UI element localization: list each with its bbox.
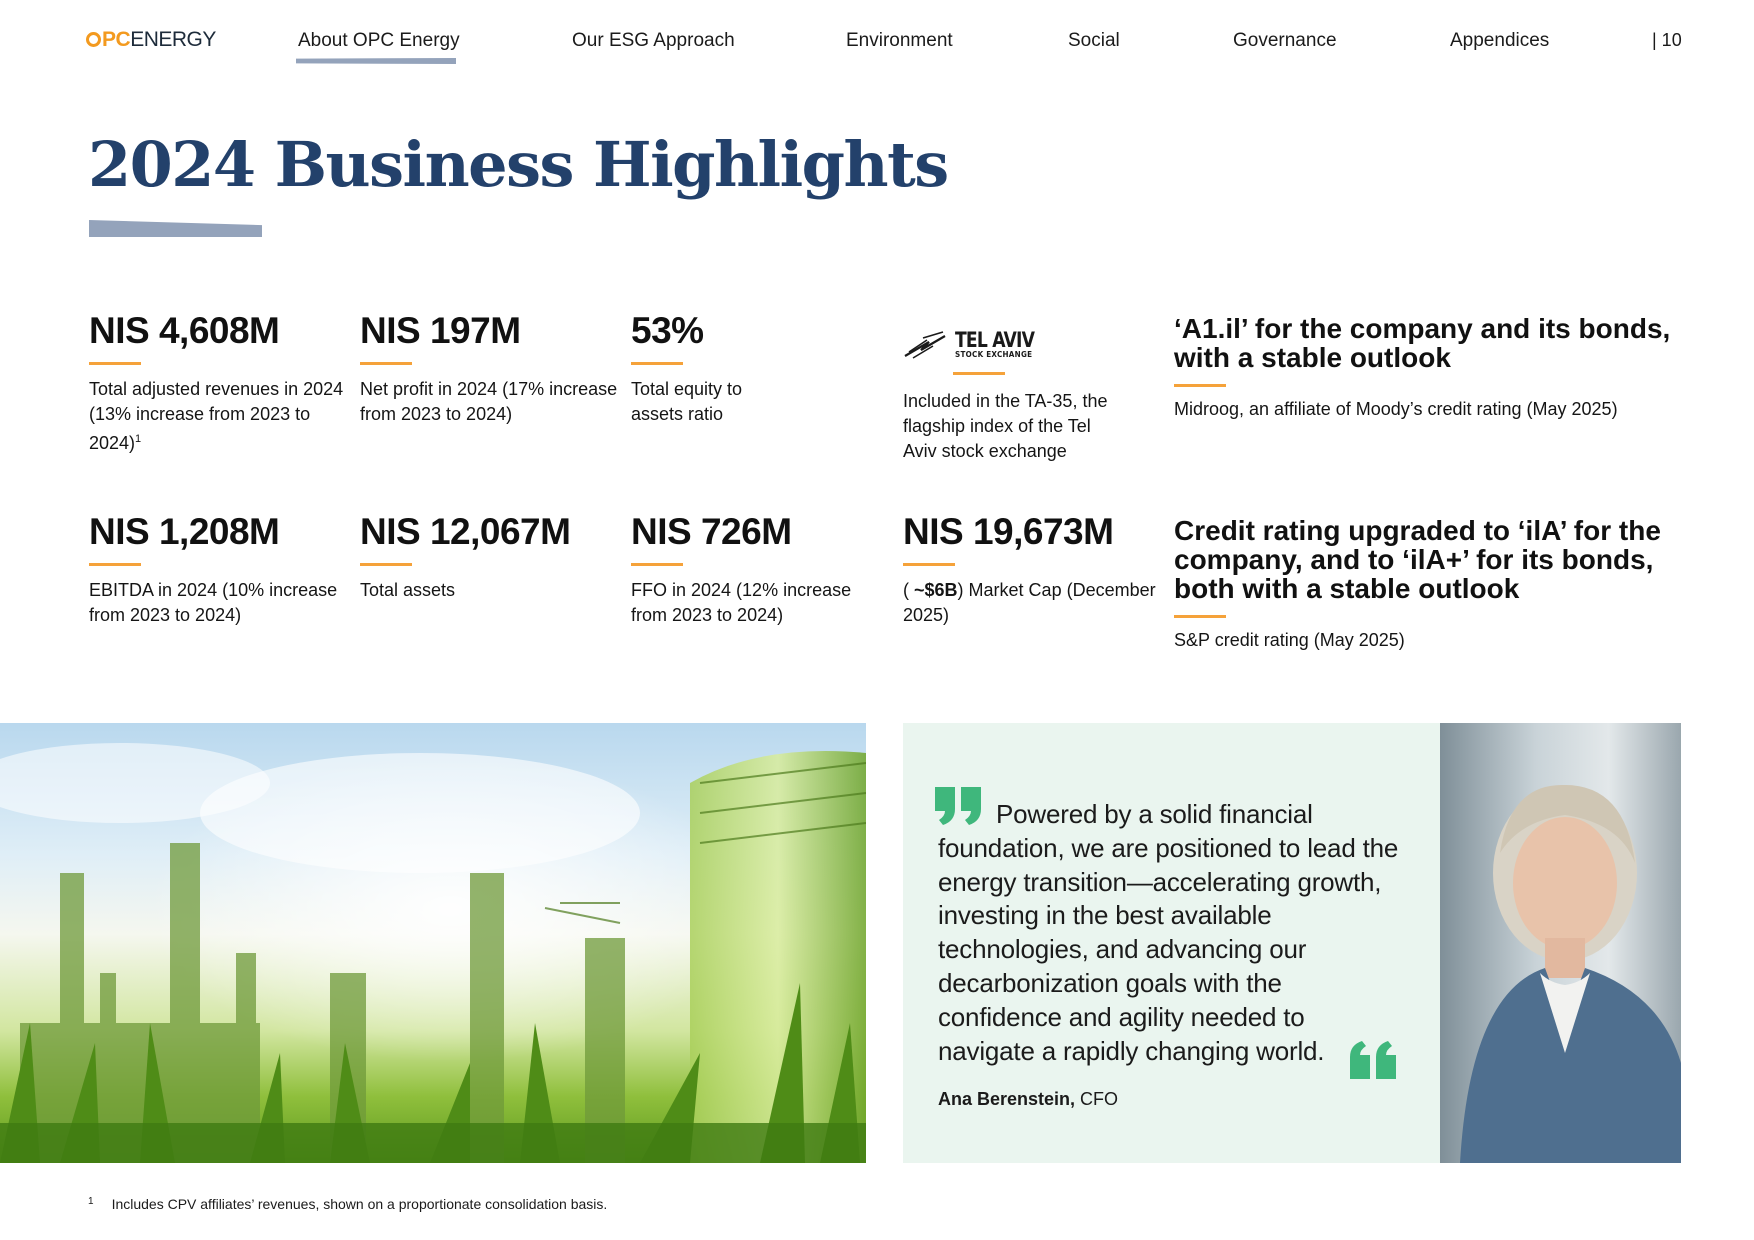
stat-ffo [631, 511, 891, 628]
stat-description: S&P credit rating (May 2025) [1174, 630, 1405, 650]
author-role: CFO [1075, 1089, 1119, 1109]
cfo-portrait-photo [1440, 723, 1681, 1163]
portrait-illustration [1440, 723, 1681, 1163]
tase-logo-line2: STOCK EXCHANGE [955, 349, 1033, 359]
stat-total-assets [360, 511, 620, 603]
accent-rule [631, 563, 683, 566]
nav-environment[interactable]: Environment [846, 30, 953, 51]
cfo-quote-panel [903, 723, 1440, 1163]
author-name: Ana Berenstein, [938, 1089, 1076, 1109]
close-quote-icon [1348, 1039, 1396, 1079]
nav-about-opc-energy[interactable]: About OPC Energy [298, 30, 460, 51]
footnote-ref[interactable]: 1 [135, 433, 142, 445]
stat-description-text: Total adjusted revenues in 2024 (13% increase from 2023 to 2024) [89, 379, 344, 453]
title-underline [89, 220, 262, 237]
stat-tase [903, 324, 1123, 464]
nav-active-indicator [296, 58, 456, 64]
stat-description: Included in the TA-35, the flagship index of the Tel Aviv stock exchange [903, 391, 1108, 461]
nav-our-esg-approach[interactable]: Our ESG Approach [572, 30, 735, 51]
footnote [88, 1196, 607, 1212]
quote-text [938, 798, 1408, 1068]
stat-heading: Credit rating upgraded to ‘ilA’ for the company, and to ‘ilA+’ for its bonds, both with a stable outlook [1174, 515, 1661, 604]
tase-logo-line1: TEL AVIV [955, 327, 1035, 352]
stat-midroog-rating [1174, 314, 1684, 422]
accent-rule [631, 362, 683, 365]
quote-text-body: Powered by a solid financial foundation, we are positioned to lead the energy transition—accelerating growth, investing in the best available technologies, and advancing our decarbonization goals with the confidence and agility needed to navigate a rapidly changing world. [938, 799, 1399, 1066]
footnote-text: Includes CPV affiliates’ revenues, shown on a proportionate consolidation basis. [111, 1196, 608, 1212]
stat-revenues [89, 310, 349, 456]
stat-value: NIS 1,208M [89, 511, 280, 552]
page-title: 2024 Business Highlights [88, 128, 948, 201]
desc-suffix: ) Market Cap (December 2025) [903, 580, 1156, 625]
accent-rule [360, 362, 412, 365]
tel-aviv-stock-exchange-logo [903, 324, 1123, 364]
accent-rule [903, 563, 955, 566]
logo-energy-text: ENERGY [130, 28, 216, 51]
nav-social[interactable]: Social [1068, 30, 1120, 51]
stat-description: FFO in 2024 (12% increase from 2023 to 2024) [631, 580, 852, 625]
tase-wing-icon [903, 328, 947, 360]
accent-rule [953, 372, 1005, 375]
stat-value: NIS 4,608M [89, 310, 280, 351]
logo-opc-text: PC [102, 28, 131, 51]
refinery-illustration [0, 723, 866, 1163]
stat-sp-rating [1174, 516, 1694, 653]
stat-equity-ratio [631, 310, 771, 427]
nav-appendices[interactable]: Appendices [1450, 30, 1550, 51]
stat-description [903, 578, 1163, 628]
accent-rule [89, 362, 141, 365]
quote-author [938, 1089, 1118, 1110]
footnote-number: 1 [88, 1196, 94, 1207]
stat-net-profit [360, 310, 620, 427]
top-navigation [0, 30, 1754, 70]
stat-description [89, 377, 349, 456]
stat-description: Total assets [360, 580, 456, 600]
page-number: | 10 [1652, 30, 1682, 50]
accent-rule [1174, 615, 1226, 618]
stat-value: NIS 19,673M [903, 511, 1114, 552]
stat-value: NIS 197M [360, 310, 521, 351]
stat-description: Total equity to assets ratio [631, 379, 743, 424]
stat-value: NIS 726M [631, 511, 792, 552]
accent-rule [360, 563, 412, 566]
desc-prefix: ( [903, 580, 914, 600]
stat-value: 53% [631, 310, 704, 351]
accent-rule [1174, 384, 1226, 387]
stat-description: Midroog, an affiliate of Moody’s credit rating (May 2025) [1174, 399, 1618, 419]
stat-market-cap [903, 511, 1163, 628]
accent-rule [89, 563, 141, 566]
stat-value: NIS 12,067M [360, 511, 571, 552]
desc-bold: ~$6B [914, 580, 958, 600]
stat-description: Net profit in 2024 (17% increase from 2023 to 2024) [360, 379, 618, 424]
stat-heading: ‘A1.il’ for the company and its bonds, with a stable outlook [1174, 313, 1671, 373]
nav-governance[interactable]: Governance [1233, 30, 1337, 51]
industrial-green-photo [0, 723, 866, 1163]
stat-ebitda [89, 511, 349, 628]
stat-description: EBITDA in 2024 (10% increase from 2023 to 2024) [89, 580, 338, 625]
